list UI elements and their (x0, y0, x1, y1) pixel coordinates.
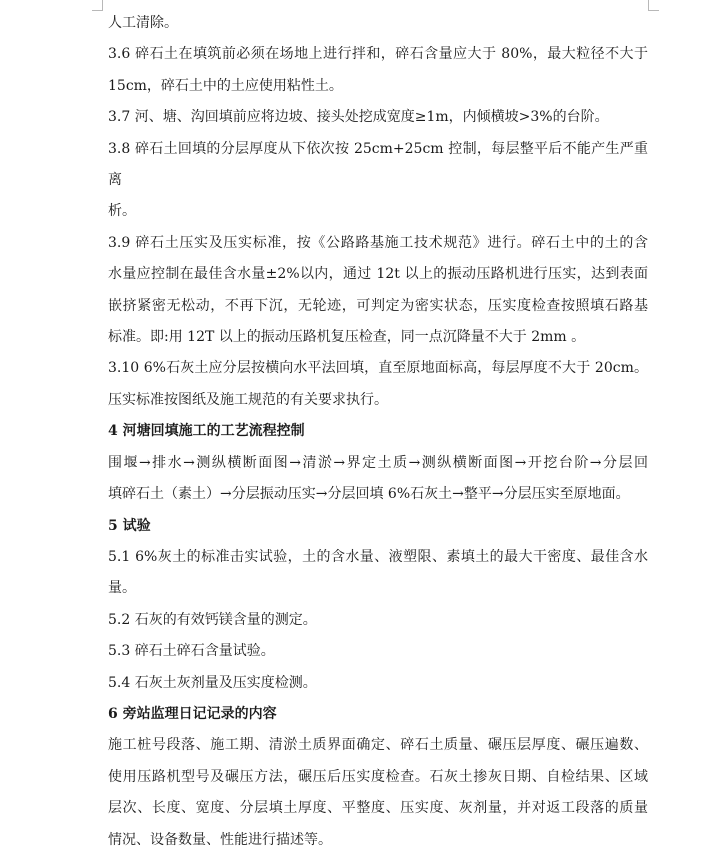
text-line: 5.3 碎石土碎石含量试验。 (108, 643, 275, 660)
paragraph-3-8 (108, 134, 648, 228)
text-line: 标准。即:用 12T 以上的振动压路机复压检查，同一点沉降量不大于 2mm 。 (108, 329, 586, 346)
section-heading-4 (108, 416, 648, 447)
text-line: 情况、设备数量、性能进行描述等。 (108, 831, 332, 848)
text-line: 填碎石土（素土）→分层振动压实→分层回填 6%石灰土→整平→分层压实至原地面。 (108, 486, 630, 503)
text-line: 5.2 石灰的有效钙镁含量的测定。 (108, 611, 317, 628)
text-line: 3.10 6%石灰土应分层按横向水平法回填，直至原地面标高，每层厚度不大于 20cm。 (108, 360, 648, 377)
section-heading-5 (108, 511, 648, 542)
paragraph-5-2 (108, 605, 648, 636)
text-line: 3.6 碎石土在填筑前必须在场地上进行拌和，碎石含量应大于 80%，最大粒径不大于 (108, 46, 648, 63)
text-line: 使用压路机型号及碾压方法，碾压后压实度检查。石灰土掺灰日期、自检结果、区域 (108, 768, 648, 785)
text-line: 析。 (108, 203, 136, 220)
text-line: 人工清除。 (108, 15, 178, 31)
text-line: 3.7 河、塘、沟回填前应将边坡、接头处挖成宽度≥1m，内倾横坡>3%的台阶。 (108, 109, 609, 126)
paragraph-3-10 (108, 353, 648, 416)
text-line: 3.8 碎石土回填的分层厚度从下依次按 25cm+25cm 控制，每层整平后不能产生严重离 (108, 140, 648, 189)
text-line: 量。 (108, 580, 136, 597)
paragraph-process-flow (108, 448, 648, 511)
section-heading-6 (108, 699, 648, 730)
paragraph-3-7 (108, 102, 648, 133)
text-line: 5.1 6%灰土的标准击实试验，土的含水量、液塑限、素填土的最大干密度、最佳含水 (108, 548, 648, 565)
text-line: 压实标准按图纸及施工规范的有关要求执行。 (108, 391, 388, 408)
text-line: 围堰→排水→测纵横断面图→清淤→界定土质→测纵横断面图→开挖台阶→分层回 (108, 454, 648, 471)
text-line: 水量应控制在最佳含水量±2%以内，通过 12t 以上的振动压路机进行压实，达到表面 (108, 266, 648, 283)
heading-text: 4 河塘回填施工的工艺流程控制 (108, 423, 305, 440)
document-body (108, 8, 648, 856)
text-line: 15cm，碎石土中的土应使用粘性土。 (108, 77, 343, 94)
text-line: 3.9 碎石土压实及压实标准，按《公路路基施工技术规范》进行。碎石土中的土的含 (108, 234, 648, 251)
text-line: 嵌挤紧密无松动，不再下沉，无轮迹，可判定为密实状态，压实度检查按照填石路基 (108, 297, 648, 314)
crop-mark-top-right (648, 0, 659, 11)
heading-text: 5 试验 (108, 517, 151, 534)
crop-mark-top-left (92, 0, 103, 11)
text-line: 5.4 石灰土灰剂量及压实度检测。 (108, 674, 317, 691)
paragraph-supervision-log (108, 730, 648, 856)
paragraph-5-1 (108, 542, 648, 605)
heading-text: 6 旁站监理日记记录的内容 (108, 705, 277, 722)
text-line: 层次、长度、宽度、分层填土厚度、平整度、压实度、灰剂量，并对返工段落的质量 (108, 800, 648, 817)
paragraph-3-6 (108, 39, 648, 102)
paragraph-3-9 (108, 228, 648, 354)
paragraph-intro-tail (108, 8, 648, 39)
text-line: 施工桩号段落、施工期、清淤土质界面确定、碎石土质量、碾压层厚度、碾压遍数、 (108, 737, 648, 754)
paragraph-5-4 (108, 668, 648, 699)
paragraph-5-3 (108, 636, 648, 667)
